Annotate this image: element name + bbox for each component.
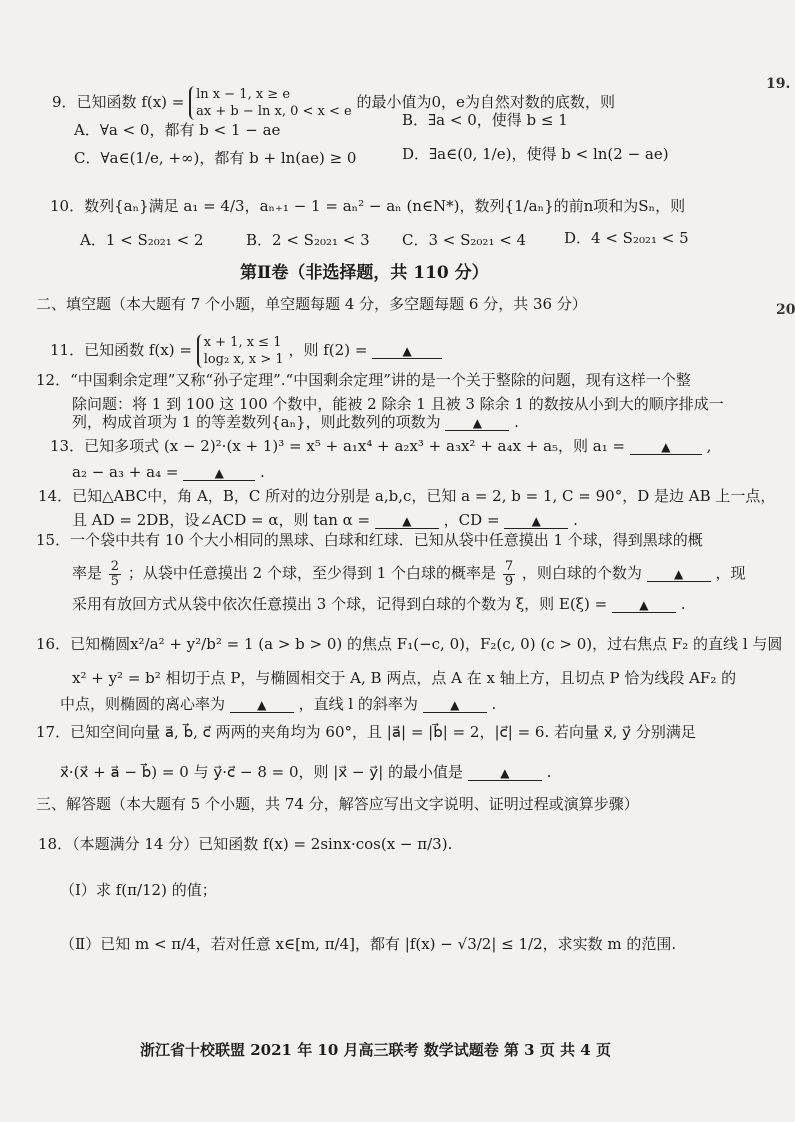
q15-fraction-white: $\frac{7}{9}$ xyxy=(504,558,514,589)
q13-line-1: 13．已知多项式 (x − 2)²·(x + 1)³ = x⁵ + a₁x⁴ + a₂x³ + a₃x² + a₄x + a₅，则 a₁ = ▲ , xyxy=(50,437,712,455)
q9-option-c: C．∀a∈(1/e, +∞)，都有 b + ln(ae) ≥ 0 xyxy=(74,149,357,167)
q14-line-1: 14．已知△ABC中，角 A，B，C 所对的边分别是 a,b,c，已知 a = 2, b = 1, C = 90°，D 是边 AB 上一点， xyxy=(38,487,776,505)
q15-line-3: 采用有放回方式从袋中依次任意摸出 3 个球，记得到白球的个数为 ξ，则 E(ξ) = ▲ . xyxy=(72,595,686,613)
q9-option-a: A．∀a < 0，都有 b < 1 − ae xyxy=(74,121,281,139)
side-number-mid: 20 xyxy=(776,302,795,318)
q18-line-1: 18．（本题满分 14 分）已知函数 f(x) = 2sinx·cos(x − π/3). xyxy=(38,835,453,853)
q17-answer-blank[interactable]: ▲ xyxy=(468,766,542,781)
q16-line-1: 16．已知椭圆x²/a² + y²/b² = 1 (a > b > 0) 的焦点 F₁(−c, 0)，F₂(c, 0) (c > 0)，过右焦点 F₂ 的直线 l 与圆 xyxy=(36,635,783,653)
q12-answer-blank[interactable]: ▲ xyxy=(445,416,509,431)
q9-option-b: B．∃a < 0，使得 b ≤ 1 xyxy=(402,111,568,129)
q10-option-b: B．2 < S₂₀₂₁ < 3 xyxy=(246,231,370,249)
page-footer: 浙江省十校联盟 2021 年 10 月高三联考 数学试题卷 第 3 页 共 4 页 xyxy=(140,1041,611,1059)
q16-answer-blank-2[interactable]: ▲ xyxy=(423,698,487,713)
q15-line-2: 率是 $\frac{2}{5}$ ；从袋中任意摸出 2 个球，至少得到 1 个白球的概率是 $\frac{7}{9}$ ，则白球的个数为 ▲ ，现 xyxy=(72,558,746,589)
q16-answer-blank-1[interactable]: ▲ xyxy=(230,698,294,713)
q15-fraction-black: $\frac{2}{5}$ xyxy=(110,558,120,589)
q15-answer-blank-1[interactable]: ▲ xyxy=(647,567,711,582)
q10-option-c: C．3 < S₂₀₂₁ < 4 xyxy=(402,231,527,249)
q15-line-1: 15．一个袋中共有 10 个大小相同的黑球、白球和红球．已知从袋中任意摸出 1 个球，得到黑球的概 xyxy=(36,531,703,549)
q18-part-2: （Ⅱ）已知 m < π/4，若对任意 x∈[m, π/4]，都有 |f(x) − √3/2| ≤ 1/2，求实数 m 的范围. xyxy=(60,935,677,953)
q9-option-d: D．∃a∈(0, 1/e)，使得 b < ln(2 − ae) xyxy=(402,145,669,163)
q9-piecewise: ln x − 1, x ≥ e ax + b − ln x, 0 < x < e xyxy=(189,86,352,120)
q13-answer-blank-2[interactable]: ▲ xyxy=(183,466,255,481)
q16-line-2: x² + y² = b² 相切于点 P，与椭圆相交于 A, B 两点，点 A 在 x 轴上方，且切点 P 恰为线段 AF₂ 的 xyxy=(72,669,737,687)
q12-line-2: 除问题：将 1 到 100 这 100 个数中，能被 2 除余 1 且被 3 除余 1 的数按从小到大的顺序排成一 xyxy=(72,395,724,413)
q12-line-1: 12．“中国剩余定理”又称“孙子定理”.“中国剩余定理”讲的是一个关于整除的问题，现有这样一个整 xyxy=(36,371,691,389)
q17-line-2: x⃗·(x⃗ + a⃗ − b⃗) = 0 与 y⃗·c⃗ − 8 = 0，则 |x⃗ − y⃗| 的最小值是 ▲ . xyxy=(60,763,552,781)
q16-line-3: 中点，则椭圆的离心率为 ▲ ，直线 l 的斜率为 ▲ . xyxy=(60,695,497,713)
part-2-title: 第Ⅱ卷（非选择题，共 110 分） xyxy=(240,263,489,283)
q11-answer-blank[interactable]: ▲ xyxy=(372,344,442,359)
q9-stem: 9．已知函数 f(x) = ln x − 1, x ≥ e ax + b − ln x, 0 < x < e 的最小值为0，e为自然对数的底数，则 xyxy=(52,87,615,119)
section-3-heading: 三、解答题（本大题有 5 个小题，共 74 分，解答应写出文字说明、证明过程或演算步骤） xyxy=(36,795,639,813)
q11: 11．已知函数 f(x) = x + 1, x ≤ 1 log₂ x, x > 1 ，则 f(2) = ▲ xyxy=(50,334,442,368)
q10-option-a: A．1 < S₂₀₂₁ < 2 xyxy=(80,231,204,249)
section-2-heading: 二、填空题（本大题有 7 个小题，单空题每题 4 分，多空题每题 6 分，共 36 分） xyxy=(36,295,587,313)
q14-answer-blank-1[interactable]: ▲ xyxy=(375,514,439,529)
q18-part-1: （Ⅰ）求 f(π/12) 的值； xyxy=(60,881,217,899)
q14-line-2: 且 AD = 2DB，设∠ACD = α，则 tan α = ▲ ，CD = ▲ . xyxy=(72,511,578,529)
q12-line-3: 列，构成首项为 1 的等差数列{aₙ}，则此数列的项数为 ▲ . xyxy=(72,413,519,431)
q11-piecewise: x + 1, x ≤ 1 log₂ x, x > 1 xyxy=(197,334,284,368)
q14-answer-blank-2[interactable]: ▲ xyxy=(504,514,568,529)
q10-option-d: D．4 < S₂₀₂₁ < 5 xyxy=(564,229,689,247)
side-number-top: 19. xyxy=(766,76,791,92)
q17-line-1: 17．已知空间向量 a⃗, b⃗, c⃗ 两两的夹角均为 60°，且 |a⃗| = |b⃗| = 2，|c⃗| = 6. 若向量 x⃗, y⃗ 分别满足 xyxy=(36,723,696,741)
q13-answer-blank-1[interactable]: ▲ xyxy=(630,440,702,455)
q13-line-2: a₂ − a₃ + a₄ = ▲ . xyxy=(72,463,265,481)
q10-stem: 10．数列{aₙ}满足 a₁ = 4/3，aₙ₊₁ − 1 = aₙ² − aₙ (n∈N*)，数列{1/aₙ}的前n项和为Sₙ，则 xyxy=(50,197,686,215)
q15-answer-blank-2[interactable]: ▲ xyxy=(612,598,676,613)
